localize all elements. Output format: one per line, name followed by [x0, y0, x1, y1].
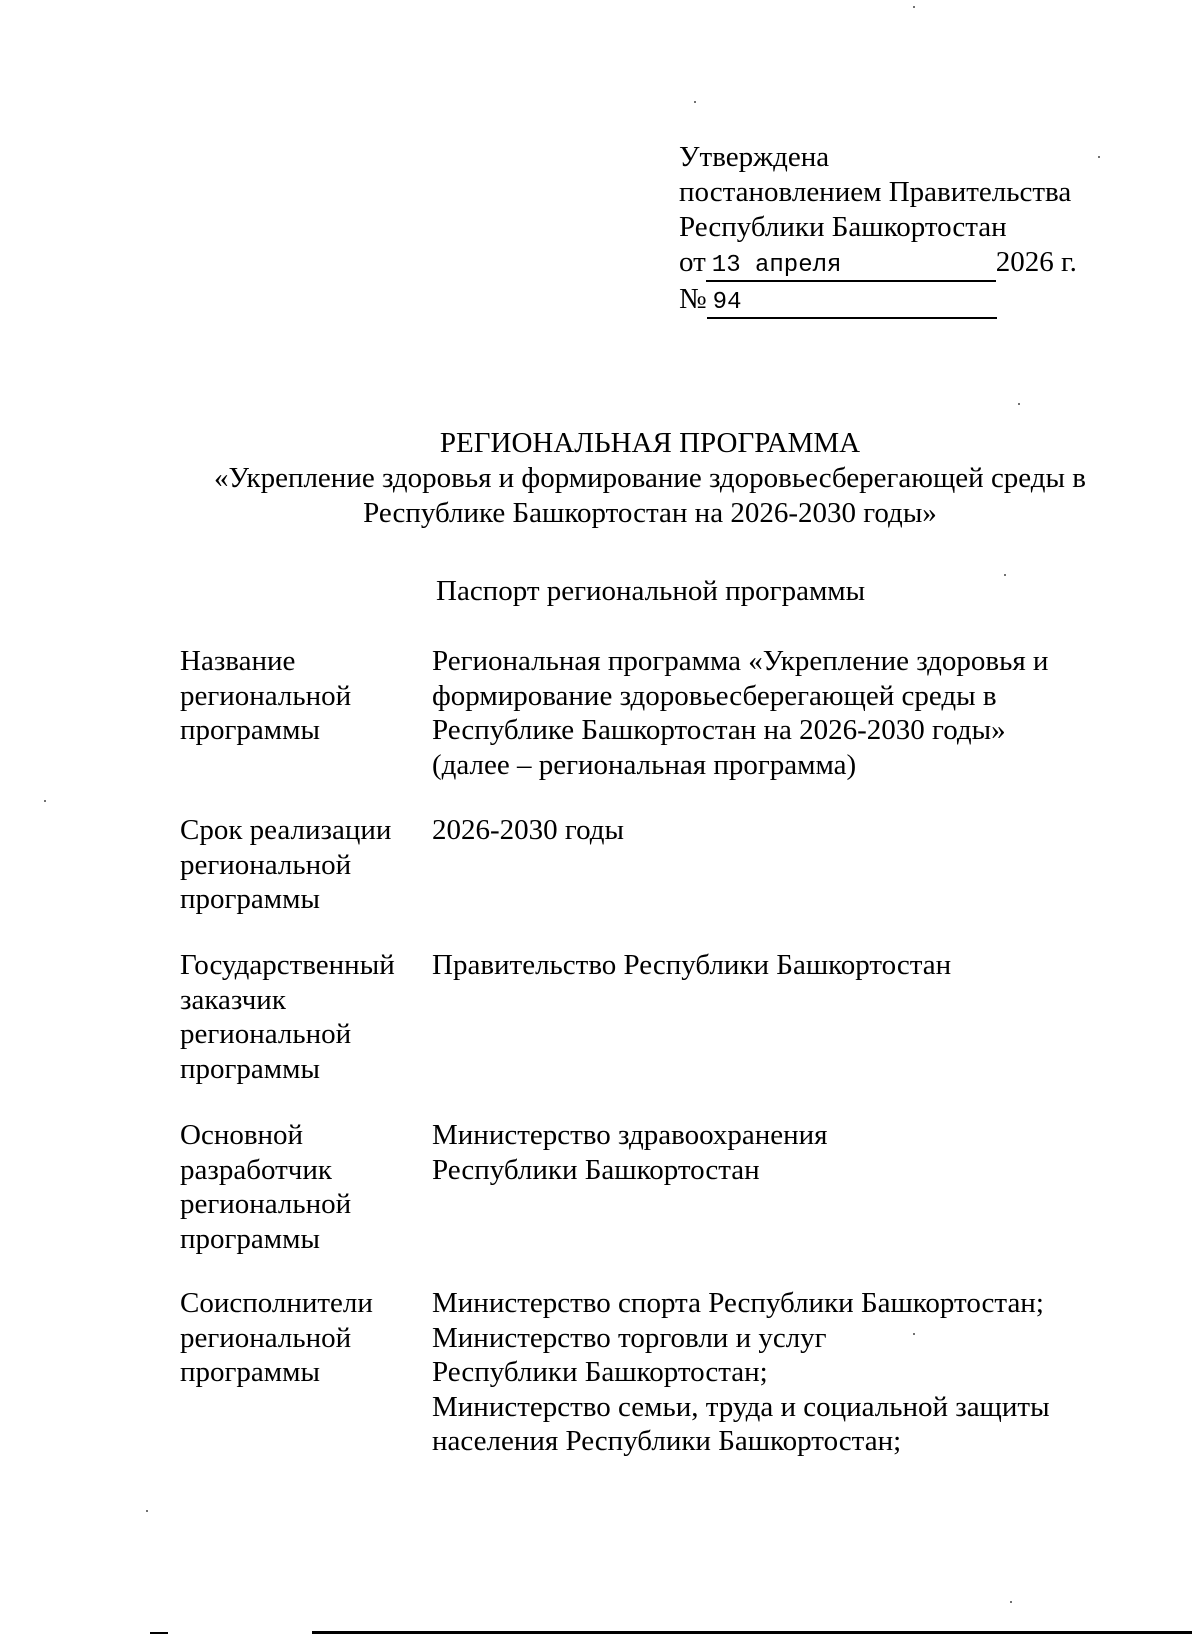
approval-date-prefix: от [679, 246, 706, 278]
label-line: программы [180, 883, 320, 915]
value-line: населения Республики Башкортостан; [432, 1425, 902, 1457]
label-line: разработчик [180, 1153, 332, 1186]
scan-speck [913, 1333, 915, 1335]
label-line: программы [180, 1356, 320, 1388]
approval-block [679, 140, 1149, 319]
label-line: Соисполнители [180, 1287, 373, 1319]
approval-line-republic: Республики Башкортостан [679, 211, 1007, 243]
passport-value-customer [432, 948, 1152, 983]
passport-value-name [432, 644, 1152, 782]
scan-speck [1098, 156, 1100, 158]
approval-line-resolution: постановлением Правительства [679, 176, 1072, 208]
label-line: программы [180, 1052, 320, 1085]
value-line: Министерство торговли и услуг [432, 1321, 827, 1354]
label-line: программы [180, 1222, 320, 1255]
approval-date-field: 13 апреля [706, 252, 996, 282]
scan-speck [1010, 1601, 1012, 1603]
value-line: Правительство Республики Башкортостан [432, 949, 952, 981]
passport-label-name [180, 644, 425, 748]
value-line: Министерство семьи, труда и социальной защиты [432, 1390, 1050, 1423]
program-title-name-line2: Республике Башкортостан на 2026-2030 годы» [363, 497, 937, 529]
value-line: 2026-2030 годы [432, 814, 624, 846]
approval-date-line [679, 245, 1149, 282]
approval-date-suffix: 2026 г. [995, 246, 1077, 278]
passport-label-developer [180, 1118, 425, 1256]
label-line: региональной [180, 848, 352, 881]
passport-label-coexecutors [180, 1286, 425, 1390]
value-line: Министерство здравоохранения [432, 1119, 828, 1151]
scan-speck [1004, 574, 1006, 576]
value-line: Министерство спорта Республики Башкортостан; [432, 1287, 1044, 1319]
label-line: региональной [180, 1188, 352, 1220]
value-line: Региональная программа «Укрепление здоровья и [432, 645, 1049, 677]
label-line: Срок реализации [180, 814, 392, 846]
value-line: Республики Башкортостан; [432, 1356, 768, 1388]
value-line: формирование здоровьесберегающей среды в [432, 679, 997, 712]
approval-number-field: 94 [707, 289, 997, 319]
value-line: Республики Башкортостан [432, 1153, 760, 1186]
approval-number-line [679, 282, 1149, 319]
label-line: региональной [180, 1321, 352, 1354]
approval-line-approved: Утверждена [679, 141, 830, 173]
scan-speck [1018, 403, 1020, 405]
label-line: региональной [180, 1018, 352, 1050]
program-title-heading: РЕГИОНАЛЬНАЯ ПРОГРАММА [439, 427, 861, 459]
label-line: заказчик [180, 983, 286, 1016]
scan-edge-mark [150, 1632, 168, 1634]
scan-speck [694, 101, 696, 103]
label-line: Название [180, 645, 296, 677]
label-line: Основной [180, 1119, 304, 1151]
label-line: программы [180, 714, 320, 746]
scan-speck [913, 6, 915, 8]
label-line: региональной [180, 679, 352, 712]
program-title-name-line1: «Укрепление здоровья и формирование здоровьесберегающей среды в [214, 462, 1086, 494]
scan-speck [146, 1510, 148, 1512]
value-line: Республике Башкортостан на 2026-2030 годы» [432, 714, 1006, 746]
passport-value-term [432, 813, 1152, 848]
passport-value-coexecutors [432, 1286, 1152, 1459]
approval-number-prefix: № [679, 283, 707, 315]
passport-label-term [180, 813, 425, 917]
passport-label-customer [180, 948, 425, 1086]
scan-speck [44, 800, 46, 802]
label-line: Государственный [180, 949, 395, 981]
page-bottom-rule [312, 1631, 1192, 1634]
passport-heading: Паспорт региональной программы [436, 575, 866, 607]
value-line: (далее – региональная программа) [432, 748, 857, 781]
passport-value-developer [432, 1118, 1152, 1187]
program-title [150, 426, 1150, 531]
